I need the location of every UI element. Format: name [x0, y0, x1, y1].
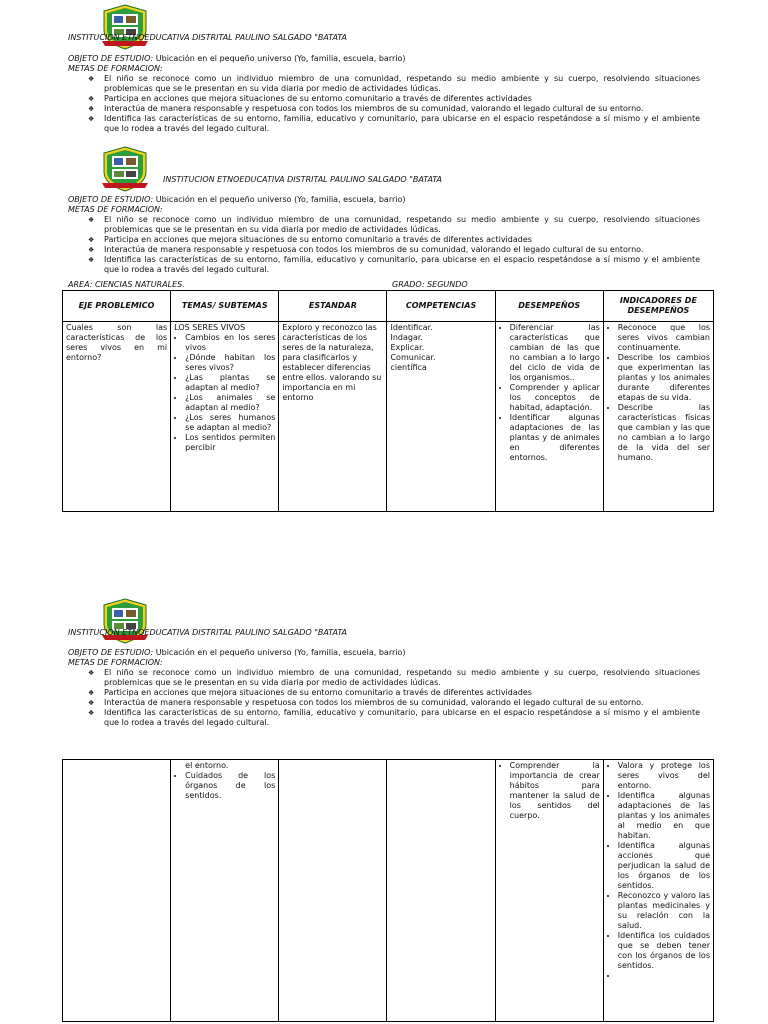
temas-heading: LOS SERES VIVOS [174, 323, 246, 332]
cell-competencias [387, 760, 495, 1022]
header-indicadores: INDICADORES DE DESEMPEÑOS [603, 291, 713, 322]
meta-item: ❖ Participa en acciones que mejora situaciones de su entorno comunitario a través de diferentes actividades [68, 94, 700, 104]
institution-title: INSTITUCION ETNOEDUCATIVA DISTRITAL PAULINO SALGADO "BATATA [68, 628, 347, 637]
objeto-text: Ubicación en el pequeño universo (Yo, familia, escuela, barrio) [153, 54, 406, 63]
objeto-text: Ubicación en el pequeño universo (Yo, familia, escuela, barrio) [153, 648, 406, 657]
meta-item: ❖ Identifica las características de su entorno, familia, educativo y comunitario, para ubicarse en el espacio respetándose a sí mismo y el ambiente que lo rodea a través del legado cultural. [68, 114, 700, 134]
meta-item: ❖ El niño se reconoce como un individuo miembro de una comunidad, respetando su medio ambiente y su cuerpo, resolviendo situaciones problemicas que se le presentan en su vida diaria por medio de actividades lúdicas. [68, 215, 700, 235]
list-item: • Identificar algunas adaptaciones de las plantas y de animales en diferentes entornos. [510, 413, 600, 463]
competencia-item: Explicar. [390, 343, 425, 352]
objeto-line [68, 648, 406, 658]
cell-estandar: Exploro y reconozco las características de los seres de la naturaleza, para clasificarlos y establecer diferencias entre ellos. valorando su importancia en mi entorno [279, 322, 387, 512]
list-item [618, 971, 710, 981]
list-item: • Describe los cambios que experimentan las plantas y los animales durante diferentes etapas de su vida. [618, 353, 710, 403]
grado-label: GRADO: SEGUNDO [392, 280, 468, 289]
objeto-label: OBJETO DE ESTUDIO: [68, 54, 154, 63]
metas-label: METAS DE FORMACION: [68, 64, 163, 73]
list-item: • Describe las características físicas que cambian y las que no cambian a lo largo de la vida del ser humano. [618, 403, 710, 463]
cell-eje: Cuales son las características de los seres vivos en mi entorno? [63, 322, 171, 512]
institution-title: INSTITUCION ETNOEDUCATIVA DISTRITAL PAULINO SALGADO "BATATA [68, 33, 347, 42]
competencia-item: Comunicar. [390, 353, 436, 362]
list-item: • Reconozco y valoro las plantas medicinales y su relación con la salud. [618, 891, 710, 931]
cell-desempenos [495, 760, 603, 1022]
meta-item: ❖ Interactúa de manera responsable y respetuosa con todos los miembros de su comunidad, valorando el legado cultural de su entorno. [68, 698, 700, 708]
list-item: • ¿Los animales se adaptan al medio? [185, 393, 275, 413]
list-item: • Valora y protege los seres vivos del entorno. [618, 761, 710, 791]
list-item: • Cambios en los seres vivos [185, 333, 275, 353]
list-item: • Diferenciar las características que cambian de las que no cambian a lo largo del ciclo de vida de los organismos.. [510, 323, 600, 383]
cell-indicadores [603, 760, 713, 1022]
header-estandar: ESTANDAR [279, 291, 387, 322]
plan-table-continued [62, 759, 714, 1022]
list-item: • ¿Dónde habitan los seres vivos? [185, 353, 275, 373]
list-item: • Comprender y aplicar los conceptos de habitad, adaptación. [510, 383, 600, 413]
objeto-label: OBJETO DE ESTUDIO: [68, 648, 154, 657]
metas-label: METAS DE FORMACION: [68, 658, 163, 667]
list-item: • Los sentidos permiten percibir [185, 433, 275, 453]
header-competencias: COMPETENCIAS [387, 291, 495, 322]
objeto-text: Ubicación en el pequeño universo (Yo, familia, escuela, barrio) [153, 195, 406, 204]
cell-eje [63, 760, 171, 1022]
meta-item: ❖ El niño se reconoce como un individuo miembro de una comunidad, respetando su medio ambiente y su cuerpo, resolviendo situaciones problemicas que se le presentan en su vida diaria por medio de actividades lúdicas. [68, 74, 700, 94]
meta-item: ❖ Participa en acciones que mejora situaciones de su entorno comunitario a través de diferentes actividades [68, 688, 700, 698]
list-item: • Reconoce que los seres vivos cambian continuamente. [618, 323, 710, 353]
header-desempenos: DESEMPEÑOS [495, 291, 603, 322]
meta-item: ❖ Interactúa de manera responsable y respetuosa con todos los miembros de su comunidad, valorando el legado cultural de su entorno. [68, 245, 700, 255]
metas-label: METAS DE FORMACION: [68, 205, 163, 214]
list-item: • Identifica algunas acciones que perjudican la salud de los órganos de los sentidos. [618, 841, 710, 891]
list-item: • ¿Los seres humanos se adaptan al medio? [185, 413, 275, 433]
meta-item: ❖ Identifica las características de su entorno, familia, educativo y comunitario, para ubicarse en el espacio respetándose a sí mismo y el ambiente que lo rodea a través del legado cultural. [68, 708, 700, 728]
table-row [63, 760, 714, 1022]
meta-item: ❖ Participa en acciones que mejora situaciones de su entorno comunitario a través de diferentes actividades [68, 235, 700, 245]
header-temas: TEMAS/ SUBTEMAS [171, 291, 279, 322]
cell-estandar [279, 760, 387, 1022]
institution-title: INSTITUCION ETNOEDUCATIVA DISTRITAL PAULINO SALGADO "BATATA [163, 175, 442, 184]
competencia-item: Identificar. [390, 323, 433, 332]
list-item: • Cuidados de los órganos de los sentidos. [185, 771, 275, 801]
list-item: • Identifica los cuidados que se deben tener con los órganos de los sentidos. [618, 931, 710, 971]
school-shield-icon [100, 598, 150, 644]
list-item: • Comprender la importancia de crear hábitos para mantener la salud de los sentidos del cuerpo. [510, 761, 600, 821]
competencia-item: Indagar. [390, 333, 423, 342]
meta-item: ❖ Interactúa de manera responsable y respetuosa con todos los miembros de su comunidad, valorando el legado cultural de su entorno. [68, 104, 700, 114]
meta-item: ❖ Identifica las características de su entorno, familia, educativo y comunitario, para ubicarse en el espacio respetándose a sí mismo y el ambiente que lo rodea a través del legado cultural. [68, 255, 700, 275]
meta-item: ❖ El niño se reconoce como un individuo miembro de una comunidad, respetando su medio ambiente y su cuerpo, resolviendo situaciones problemicas que se le presentan en su vida diaria por medio de actividades lúdicas. [68, 668, 700, 688]
objeto-label: OBJETO DE ESTUDIO: [68, 195, 154, 204]
temas-continuation: el entorno. [185, 761, 229, 770]
competencia-item: científica [390, 363, 427, 372]
area-label: AREA: CIENCIAS NATURALES. [68, 280, 185, 289]
header-eje: EJE PROBLEMICO [63, 291, 171, 322]
list-item: • ¿Las plantas se adaptan al medio? [185, 373, 275, 393]
metas-list [68, 668, 700, 728]
list-item: • Identifica algunas adaptaciones de las plantas y los animales al medio en que habitan. [618, 791, 710, 841]
cell-temas [171, 760, 279, 1022]
